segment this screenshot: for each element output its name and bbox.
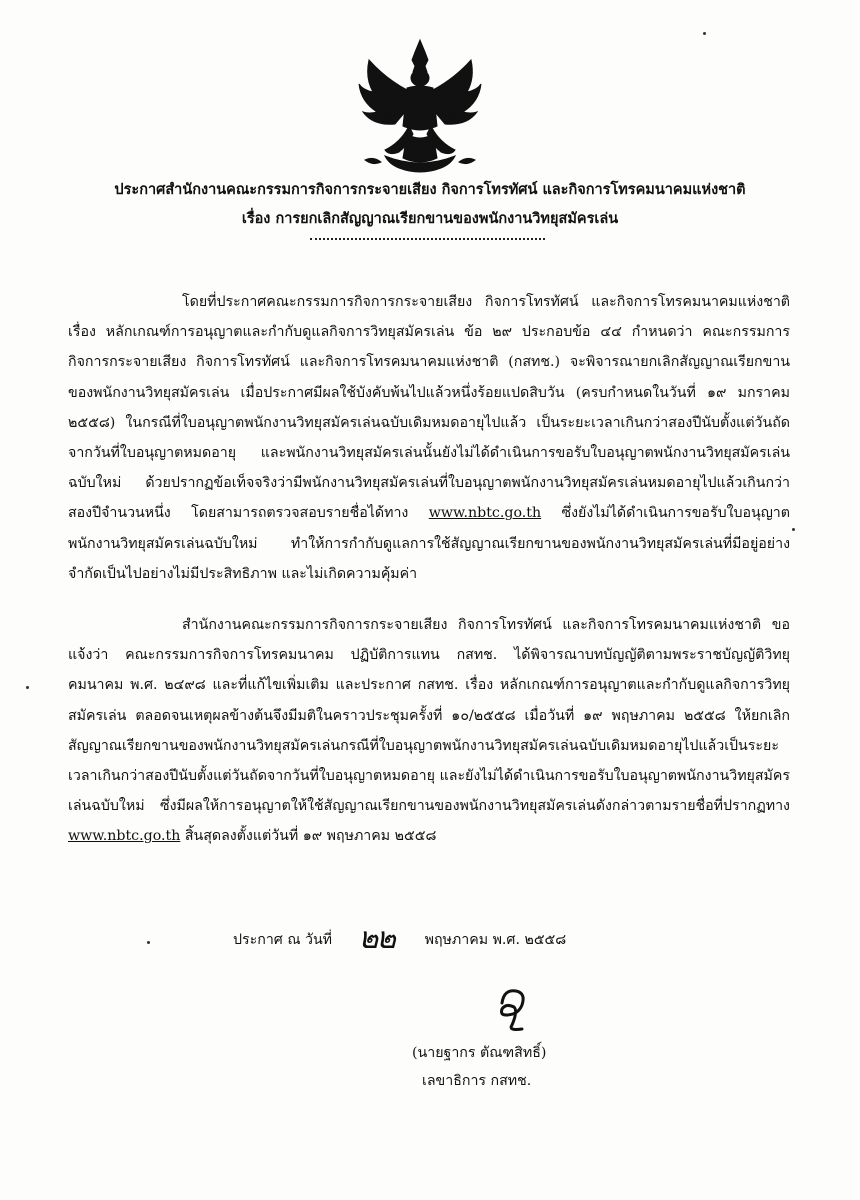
- scan-speck: [147, 941, 150, 944]
- document-title-line-1: ประกาศสำนักงานคณะกรรมการกิจการกระจายเสียง กิจการโทรทัศน์ และกิจการโทรคมนาคมแห่งชาติ: [114, 181, 746, 198]
- signer-position: เลขาธิการ กสทช.: [422, 1073, 532, 1089]
- nbtc-link-1[interactable]: www.nbtc.go.th: [428, 505, 542, 522]
- announcement-prefix: ประกาศ ณ วันที่: [233, 932, 333, 948]
- signature-mark: [482, 985, 542, 1035]
- scan-speck: [26, 686, 29, 689]
- document-title-line-2: เรื่อง การยกเลิกสัญญาณเรียกขานของพนักงานวิทยุสมัครเล่น: [241, 210, 619, 227]
- body-paragraph-2: [68, 610, 790, 852]
- scan-speck: [792, 528, 795, 531]
- garuda-emblem-icon: [355, 38, 485, 178]
- title-divider: [310, 238, 545, 240]
- scan-speck: [703, 32, 706, 35]
- body-paragraph-1: [68, 287, 790, 589]
- announcement-date: [233, 921, 567, 956]
- paragraph-2-text-a: สำนักงานคณะกรรมการกิจการกระจายเสียง กิจการโทรทัศน์ และกิจการโทรคมนาคมแห่งชาติ ขอแจ้งว่า คณะกรรมการกิจการโทรคมนาคม ปฏิบัติการแทน กสทช. ได้พิจารณาบทบัญญัติตามพระราชบัญญัติวิทยุคมนาคม พ.ศ. ๒๔๙๘ และที่แก้ไขเพิ่มเติม และประกาศ กสทช. เรื่อง หลักเกณฑ์การอนุญาตและกำกับดูแลกิจการวิทยุสมัครเล่น ตลอดจนเหตุผลข้างต้นจึงมีมติในคราวประชุมครั้งที่ ๑๐/๒๕๕๘ เมื่อวันที่ ๑๙ พฤษภาคม ๒๕๕๘ ให้ยกเลิกสัญญาณเรียกขานของพนักงานวิทยุสมัครเล่นกรณีที่ใบอนุญาตพนักงานวิทยุสมัครเล่นฉบับเดิมหมดอายุไปแล้วเป็นระยะเวลาเกินกว่าสองปีนับตั้งแต่วันถัดจากวันที่ใบอนุญาตหมดอายุ และยังไม่ได้ดำเนินการขอรับใบอนุญาตพนักงานวิทยุสมัครเล่นฉบับใหม่ ซึ่งมีผลให้การอนุญาตให้ใช้สัญญาณเรียกขานของพนักงานวิทยุสมัครเล่นดังกล่าวตามรายชื่อที่ปรากฏทาง: [68, 617, 790, 815]
- signer-name: (นายฐากร ตัณฑสิทธิ์): [412, 1045, 547, 1061]
- paragraph-2-text-b: สิ้นสุดลงตั้งแต่วันที่ ๑๙ พฤษภาคม ๒๕๕๘: [180, 828, 437, 845]
- paragraph-1-text-b: ซึ่งยังไม่ได้ดำเนินการขอรับใบอนุญาตพนักงานวิทยุสมัครเล่นฉบับใหม่ ทำให้การกำกับดูแลการใช้สัญญาณเรียกขานของพนักงานวิทยุสมัครเล่นที่มีอยู่อย่างจำกัดเป็นไปอย่างไม่มีประสิทธิภาพ และไม่เกิดความคุ้มค่า: [68, 505, 790, 582]
- announcement-day-handwritten: ๒๒: [358, 921, 395, 956]
- announcement-suffix: พฤษภาคม พ.ศ. ๒๕๕๘: [424, 932, 567, 948]
- nbtc-link-2[interactable]: www.nbtc.go.th: [68, 828, 181, 845]
- paragraph-1-text-a: โดยที่ประกาศคณะกรรมการกิจการกระจายเสียง กิจการโทรทัศน์ และกิจการโทรคมนาคมแห่งชาติ เรื่อง หลักเกณฑ์การอนุญาตและกำกับดูแลกิจการวิทยุสมัครเล่น ข้อ ๒๙ ประกอบข้อ ๔๔ กำหนดว่า คณะกรรมการกิจการกระจายเสียง กิจการโทรทัศน์ และกิจการโทรคมนาคมแห่งชาติ (กสทช.) จะพิจารณายกเลิกสัญญาณเรียกขานของพนักงานวิทยุสมัครเล่น เมื่อประกาศมีผลใช้บังคับพ้นไปแล้วหนึ่งร้อยแปดสิบวัน (ครบกำหนดในวันที่ ๑๙ มกราคม ๒๕๕๘) ในกรณีที่ใบอนุญาตพนักงานวิทยุสมัครเล่นฉบับเดิมหมดอายุไปแล้ว เป็นระยะเวลาเกินกว่าสองปีนับตั้งแต่วันถัดจากวันที่ใบอนุญาตหมดอายุ และพนักงานวิทยุสมัครเล่นนั้นยังไม่ได้ดำเนินการขอรับใบอนุญาตพนักงานวิทยุสมัครเล่นฉบับใหม่ ด้วยปรากฏข้อเท็จจริงว่ามีพนักงานวิทยุสมัครเล่นที่ใบอนุญาตพนักงานวิทยุสมัครเล่นหมดอายุไปแล้วเกินกว่าสองปีจำนวนหนึ่ง โดยสามารถตรวจสอบรายชื่อได้ทาง: [68, 294, 790, 522]
